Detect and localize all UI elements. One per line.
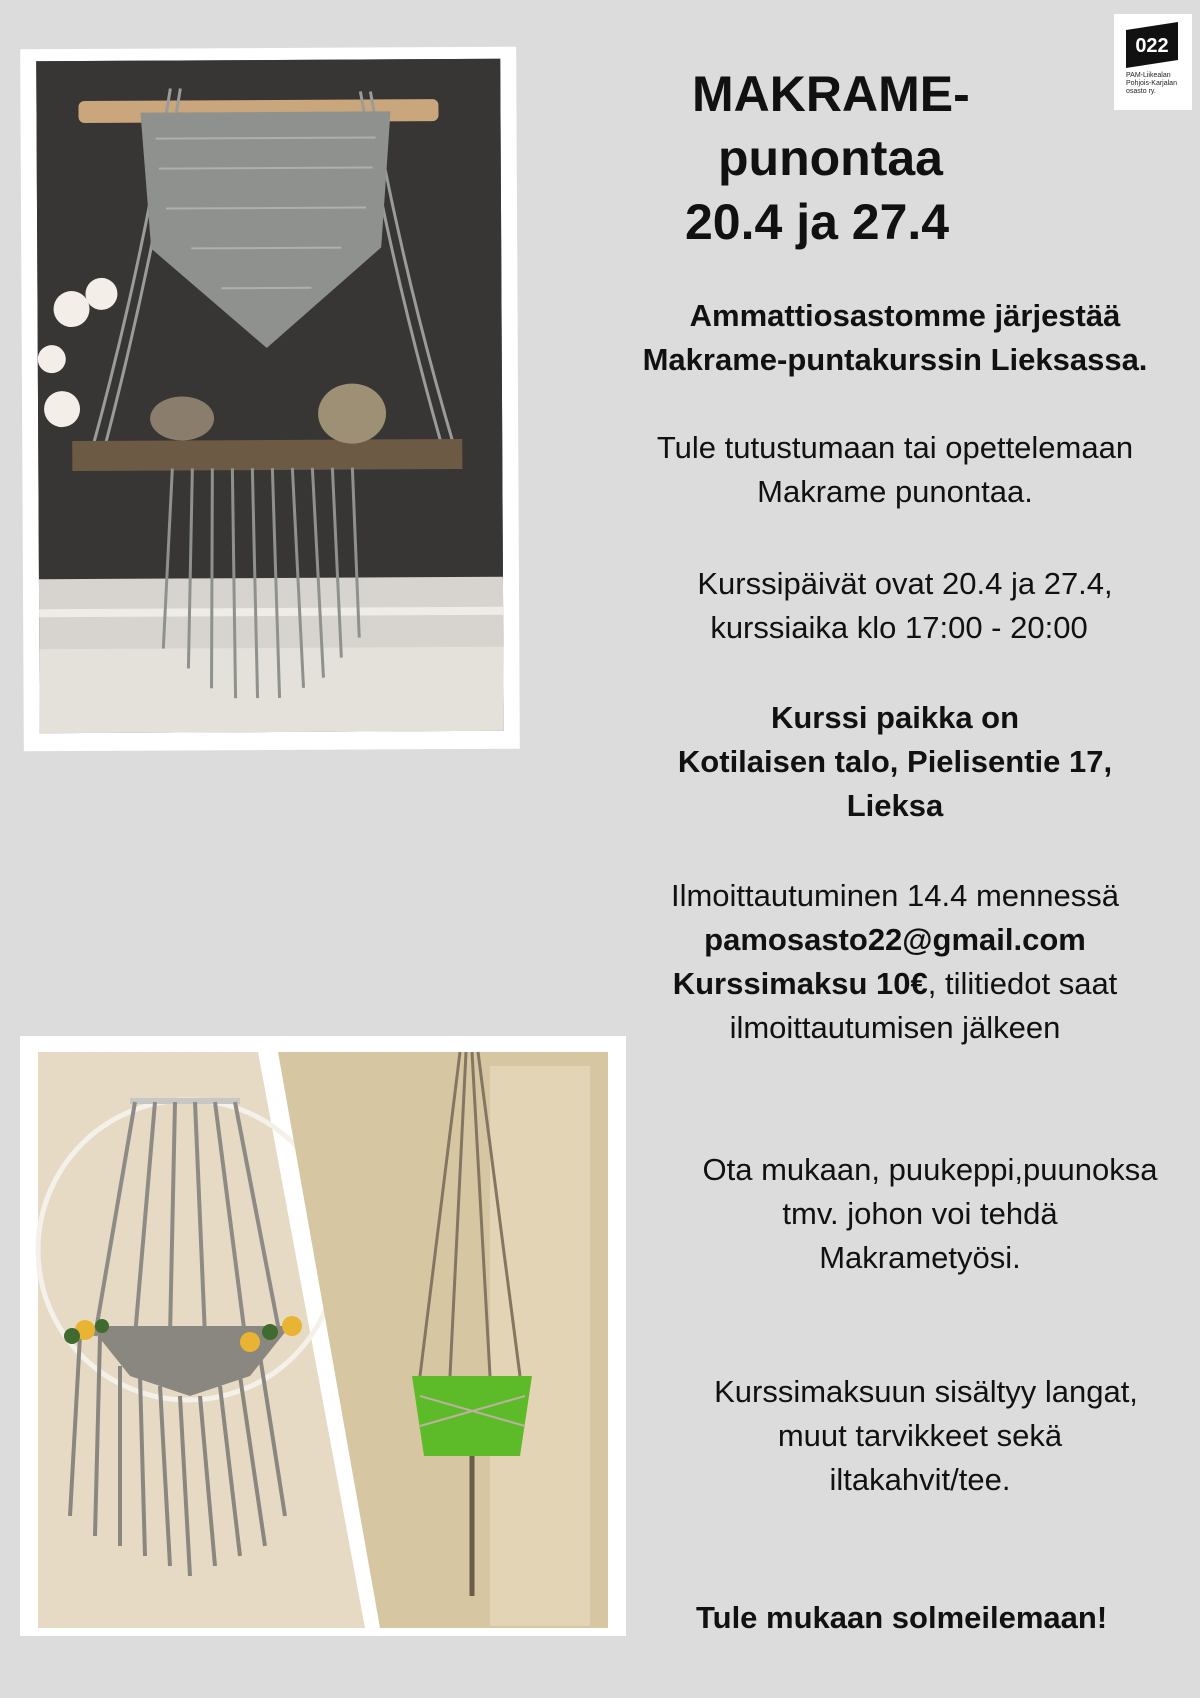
logo-org-name: PAM-Liikealan Pohjois-Karjalan osasto ry. — [1126, 72, 1177, 95]
title-line-3: 20.4 ja 27.4 — [685, 194, 950, 250]
bring-along-text: Ota mukaan, puukeppi,puunoksa tmv. johon voi tehdä Makrametyösi. — [702, 1152, 1158, 1275]
logo-number: 022 — [1135, 35, 1169, 57]
invite-text: Tule tutustumaan tai opettelemaan Makrame punontaa. — [656, 430, 1134, 509]
flag-icon — [1122, 20, 1182, 72]
course-dates: Kurssipäivät ovat 20.4 ja 27.4, kurssiaika klo 17:00 - 20:00 — [697, 566, 1113, 645]
title-line-1: MAKRAME- — [692, 66, 970, 122]
page-title — [640, 62, 980, 254]
email-address: pamosasto22@gmail.com — [704, 922, 1086, 957]
macrame-shelf-photo — [20, 47, 520, 752]
macrame-examples-photo — [20, 1036, 626, 1636]
title-line-2: punontaa — [718, 130, 943, 186]
logo — [1114, 14, 1192, 110]
signup-info: Ilmoittautuminen 14.4 mennessä pamosasto22@gmail.com Kurssimaksu 10€, tilitiedot saat ilmoittautumisen jälkeen — [600, 874, 1190, 1050]
intro-text: Ammattiosastomme järjestää Makrame-puntakurssin Lieksassa. — [642, 298, 1148, 377]
course-fee: Kurssimaksu 10€, tilitiedot saat — [672, 966, 1118, 1001]
fee-includes-text: Kurssimaksuun sisältyy langat, muut tarvikkeet sekä iltakahvit/tee. — [714, 1374, 1138, 1497]
course-location: Kurssi paikka on Kotilaisen talo, Pielisentie 17, Lieksa — [677, 700, 1113, 823]
closing-text: Tule mukaan solmeilemaan! — [696, 1600, 1108, 1635]
